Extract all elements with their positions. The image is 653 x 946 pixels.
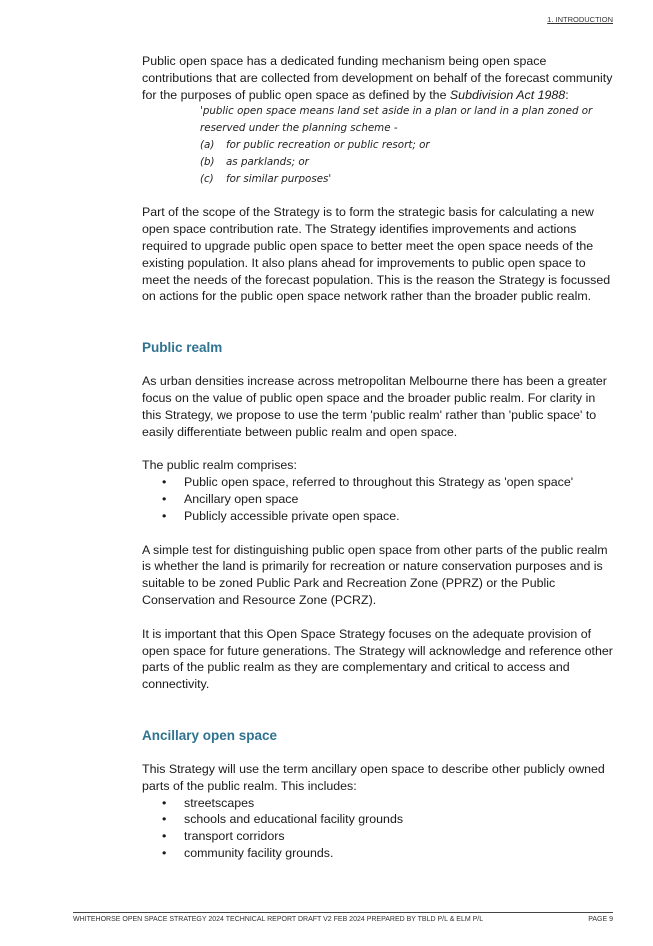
public-realm-paragraph-1: As urban densities increase across metropolitan Melbourne there has been a greater focus on the value of public open space and the broader public realm. For clarity in this Strategy, we propose to use the term 'public realm' rather than 'public space' to easily differentiate between public realm and open space. <box>142 374 607 439</box>
intro-end: : <box>565 87 569 102</box>
bullet-icon: • <box>162 845 167 860</box>
quote-item-label: (b) <box>200 155 215 168</box>
bullet-icon: • <box>162 475 167 490</box>
public-realm-paragraph-2: A simple test for distinguishing public open space from other parts of the public realm is whether the land is primarily for recreation or nature conservation purposes and is suitable to be zoned Public Park and Recreation Zone (PPRZ) or the Public Conservation and Resource Zone (PCRZ). <box>142 542 608 607</box>
list-item: • Public open space, referred to throughout this Strategy as 'open space' <box>162 475 574 490</box>
public-realm-list <box>142 474 616 524</box>
quote-item-label: (c) <box>200 172 214 185</box>
bullet-icon: • <box>162 491 167 506</box>
act-name: Subdivision Act 1988 <box>449 87 566 102</box>
quote-item <box>200 154 616 171</box>
scope-paragraph: Part of the scope of the Strategy is to form the strategic basis for calculating a new open space contribution rate. The Strategy identifies improvements and actions required to upgrade public open space to better meet the open space needs of the existing population. It also plans ahead for improvements to public open space to meet the needs of the forecast population. This is the reason the Strategy is focussed on actions for the public open space network rather than the broader public realm. <box>142 205 611 304</box>
ancillary-list <box>142 795 616 862</box>
page-body <box>142 53 616 862</box>
quote-item-text: as parklands; or <box>226 155 309 168</box>
intro-text: Public open space has a dedicated funding mechanism being open space contributions that are collected from development on behalf of the forecast community for the purposes of public open space as defined by the <box>142 54 613 102</box>
page-footer <box>73 912 613 923</box>
quote-item-text: for public recreation or public resort; or <box>226 138 430 151</box>
ancillary-heading: Ancillary open space <box>142 727 278 743</box>
bullet-icon: • <box>162 508 167 523</box>
public-realm-list-intro: The public realm comprises: <box>142 458 297 473</box>
bullet-icon: • <box>162 795 167 810</box>
bullet-icon: • <box>162 829 167 844</box>
ancillary-paragraph: This Strategy will use the term ancillary open space to describe other publicly owned parts of the public realm. This includes: <box>142 761 605 793</box>
page-number: PAGE 9 <box>588 916 613 923</box>
list-item: • schools and educational facility grounds <box>162 812 404 827</box>
running-header: 1. INTRODUCTION <box>547 15 613 24</box>
list-item: • transport corridors <box>162 829 285 844</box>
list-item: • Publicly accessible private open space. <box>162 508 400 523</box>
quote-lead: 'public open space means land set aside in a plan or land in a plan zoned or reserved under the planning scheme - <box>200 105 593 135</box>
list-item: • Ancillary open space <box>162 491 299 506</box>
bullet-icon: • <box>162 812 167 827</box>
public-realm-paragraph-3: It is important that this Open Space Strategy focuses on the adequate provision of open space for future generations. The Strategy will acknowledge and reference other parts of the public realm as they are complementary and critical to access and connectivity. <box>142 626 613 692</box>
public-realm-heading: Public realm <box>142 340 223 356</box>
quote-item-text: for similar purposes' <box>226 172 332 185</box>
list-item: • streetscapes <box>162 795 255 810</box>
quote-item <box>200 171 616 188</box>
list-item: • community facility grounds. <box>162 845 334 860</box>
intro-paragraph <box>142 53 616 103</box>
definition-quote <box>200 103 616 187</box>
quote-item <box>200 137 616 154</box>
quote-item-label: (a) <box>200 138 215 151</box>
footer-text: WHITEHORSE OPEN SPACE STRATEGY 2024 TECHNICAL REPORT DRAFT V2 FEB 2024 PREPARED BY TBLD P/L & ELM P/L <box>73 916 484 923</box>
